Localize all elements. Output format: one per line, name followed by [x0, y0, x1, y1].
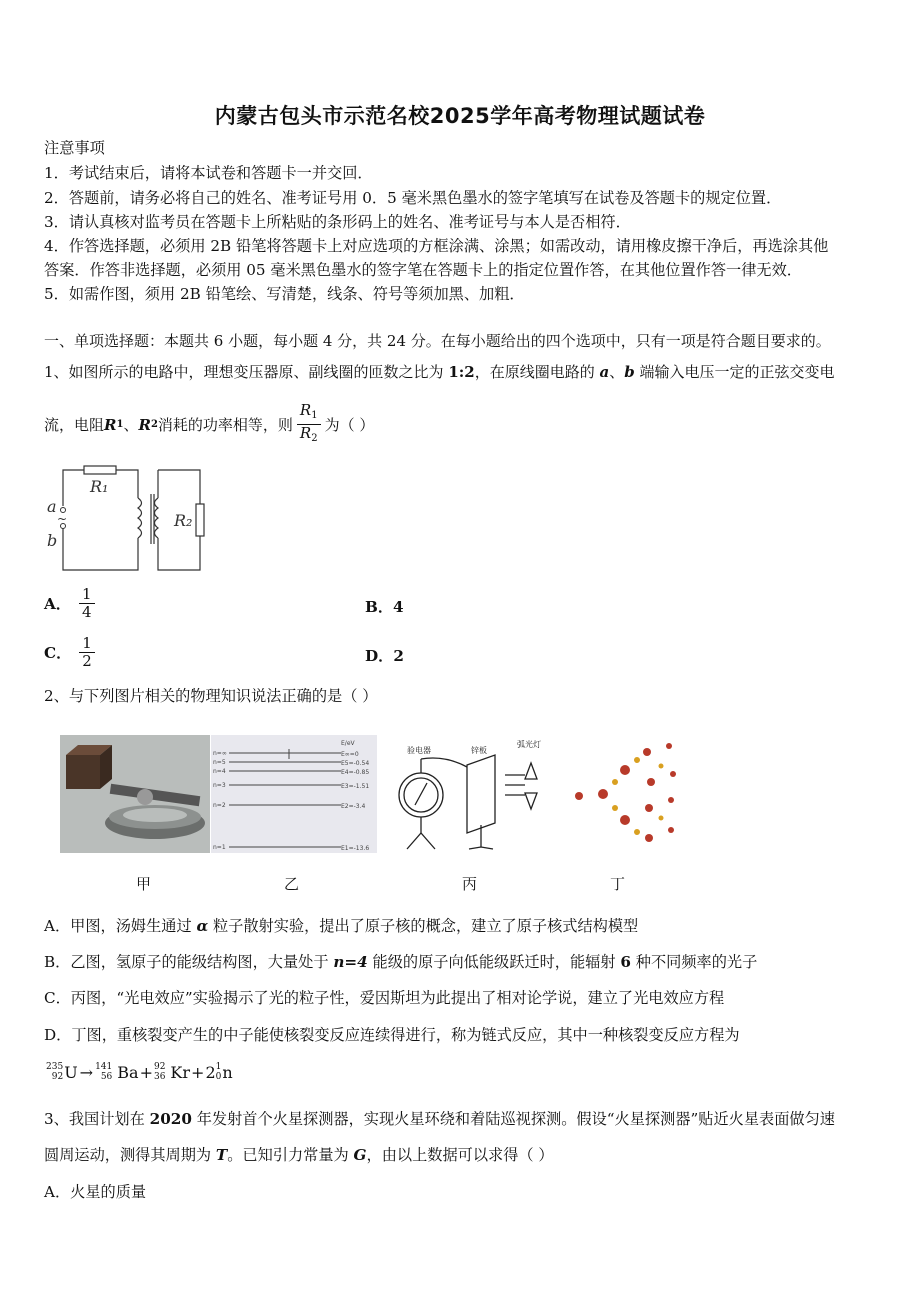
q1-stem-line2: 流，电阻 R 1 、 R 2 消耗的功率相等，则 $\frac{R_1}{R_2}$ 为（ ）	[44, 402, 374, 447]
svg-text:E4=-0.85: E4=-0.85	[341, 769, 370, 776]
circuit-b-label: b	[47, 531, 58, 550]
svg-text:E5=-0.54: E5=-0.54	[341, 760, 370, 767]
picture-label-yi: 乙	[284, 875, 300, 893]
q1-option-b: B．4	[365, 598, 404, 616]
q2-option-d: D．丁图，重核裂变产生的中子能使核裂变反应连续得进行，称为链式反应，其中一种核裂变反应方程为	[44, 1026, 740, 1044]
q1-option-a: A． $\frac{1}{4}$	[44, 586, 95, 621]
picture-label-ding: 丁	[610, 875, 626, 893]
circuit-r1-label: R₁	[90, 477, 109, 496]
notice-item: 答案．作答非选择题，必须用 05 毫米黑色墨水的签字笔在答题卡上的指定位置作答，在其他位置作答一律无效．	[44, 261, 802, 279]
q1-stem-line1: 1、如图所示的电路中，理想变压器原、副线圈的匝数之比为 1:2，在原线圈电路的 a、b 端输入电压一定的正弦交变电	[44, 363, 835, 381]
svg-text:n=3: n=3	[213, 782, 226, 789]
picture-label-bing: 丙	[462, 875, 478, 893]
svg-text:n=4: n=4	[213, 768, 226, 775]
picture-bing-photoelectric	[385, 735, 555, 855]
notice-heading: 注意事项	[44, 139, 105, 157]
q2-stem: 2、与下列图片相关的物理知识说法正确的是（ ）	[44, 687, 378, 705]
svg-text:验电器: 验电器	[407, 746, 431, 755]
q3-stem-line1: 3、我国计划在 2020 年发射首个火星探测器，实现火星环绕和着陆巡视探测。假设“火星探测器”贴近火星表面做匀速	[44, 1110, 835, 1128]
svg-text:E1=-13.6: E1=-13.6	[341, 845, 370, 852]
svg-text:n=2: n=2	[213, 802, 226, 809]
q1-option-d: D．2	[365, 647, 404, 665]
q3-stem-line2: 圆周运动，测得其周期为 T。已知引力常量为 G，由以上数据可以求得（ ）	[44, 1146, 554, 1164]
transformer-circuit-diagram	[40, 460, 220, 580]
svg-text:弧光灯: 弧光灯	[517, 740, 541, 749]
r1-over-r2-fraction: $\frac{R_1}{R_2}$	[297, 402, 321, 447]
notice-item: 5．如需作图，须用 2B 铅笔绘、写清楚，线条、符号等须加黑、加粗．	[44, 285, 525, 303]
svg-text:E3=-1.51: E3=-1.51	[341, 783, 370, 790]
q2-option-c: C．丙图，“光电效应”实验揭示了光的粒子性，爱因斯坦为此提出了相对论学说，建立了光电效应方程	[44, 989, 725, 1007]
svg-text:E/eV: E/eV	[341, 740, 355, 747]
notice-item: 4．作答选择题，必须用 2B 铅笔将答题卡上对应选项的方框涂满、涂黑；如需改动，请用橡皮擦干净后，再选涂其他	[44, 237, 829, 255]
svg-text:n=∞: n=∞	[213, 750, 227, 757]
notice-item: 2．答题前，请务必将自己的姓名、准考证号用 0．5 毫米黑色墨水的签字笔填写在试卷及答题卡的规定位置．	[44, 189, 782, 207]
picture-yi-energy-levels	[211, 735, 377, 853]
ac-source-symbol: ~	[57, 512, 68, 526]
svg-text:n=5: n=5	[213, 759, 226, 766]
picture-label-jia: 甲	[136, 875, 152, 893]
svg-text:锌板: 锌板	[471, 746, 487, 755]
q1-option-c: C． $\frac{1}{2}$	[44, 635, 95, 670]
picture-ding-chain-reaction	[565, 738, 685, 856]
circuit-r2-label: R₂	[174, 511, 193, 530]
q3-option-a: A．火星的质量	[44, 1183, 147, 1201]
notice-item: 1．考试结束后，请将本试卷和答题卡一并交回．	[44, 164, 373, 182]
q2-option-b: B．乙图，氢原子的能级结构图，大量处于 n=4 能级的原子向低能级跃迁时，能辐射 6 种不同频率的光子	[44, 953, 758, 971]
q2-option-a: A．甲图，汤姆生通过 α 粒子散射实验，提出了原子核的概念，建立了原子核式结构模型	[44, 917, 639, 935]
svg-text:E∞=0: E∞=0	[341, 751, 359, 758]
section-heading: 一、单项选择题：本题共 6 小题，每小题 4 分，共 24 分。在每小题给出的四个选项中，只有一项是符合题目要求的。	[44, 332, 831, 350]
svg-text:n=1: n=1	[213, 844, 226, 851]
notice-item: 3．请认真核对监考员在答题卡上所粘贴的条形码上的姓名、准考证号与本人是否相符．	[44, 213, 631, 231]
page-title: 内蒙古包头市示范名校2025学年高考物理试题试卷	[214, 104, 706, 128]
circuit-a-label: a	[47, 497, 57, 516]
fission-equation: 235 92 U → 141 56 Ba + 92 36 Kr + 2 1 0 n	[46, 1062, 233, 1082]
picture-jia-scattering-apparatus	[60, 735, 210, 853]
svg-text:E2=-3.4: E2=-3.4	[341, 803, 366, 810]
